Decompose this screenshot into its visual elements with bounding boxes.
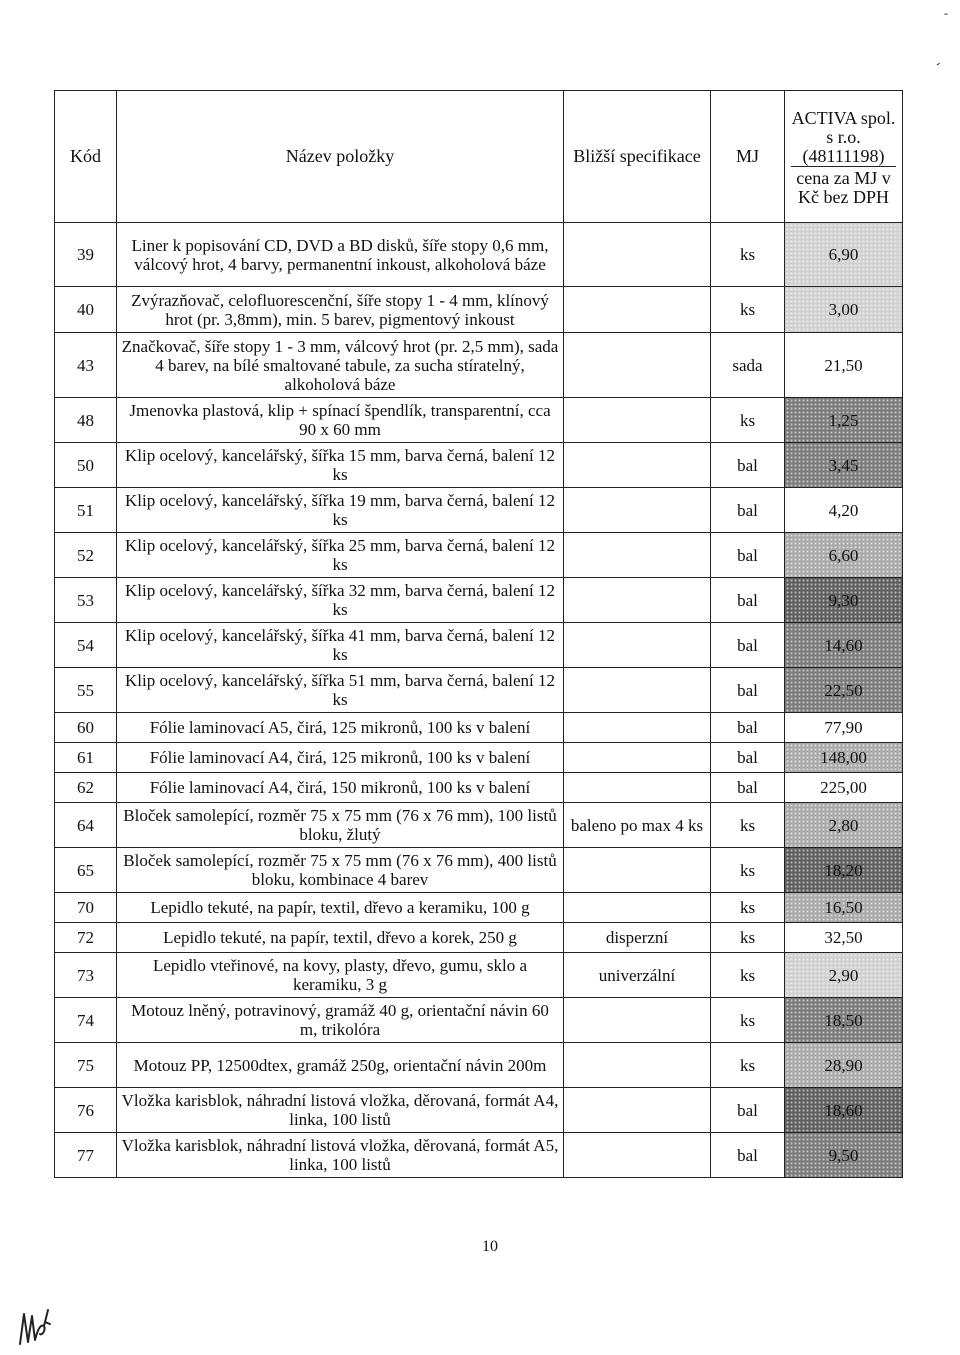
row-price: 22,50 [785,668,903,713]
row-code: 77 [55,1133,117,1178]
header-price [785,91,903,223]
row-spec [564,578,711,623]
table-row [55,533,903,578]
row-spec [564,893,711,923]
scan-mark: - [932,56,943,71]
table-row [55,668,903,713]
row-unit: ks [711,398,785,443]
row-spec: univerzální [564,953,711,998]
table-row [55,923,903,953]
table-row [55,1088,903,1133]
table-row [55,803,903,848]
price-table [54,90,903,1178]
row-price: 4,20 [785,488,903,533]
row-spec [564,623,711,668]
table-row [55,848,903,893]
row-code: 52 [55,533,117,578]
table-row [55,893,903,923]
row-price: 2,80 [785,803,903,848]
row-code: 48 [55,398,117,443]
header-unit: MJ [711,91,785,223]
vendor-name: ACTIVA spol. s r.o. [791,107,896,147]
row-code: 55 [55,668,117,713]
row-unit: bal [711,533,785,578]
row-spec [564,223,711,287]
header-name: Název položky [117,91,564,223]
row-name: Liner k popisování CD, DVD a BD disků, šíře stopy 0,6 mm, válcový hrot, 4 barvy, permanentní inkoust, alkoholová báze [117,223,564,287]
row-price: 225,00 [785,773,903,803]
row-name: Vložka karisblok, náhradní listová vložka, děrovaná, formát A4, linka, 100 listů [117,1088,564,1133]
row-code: 62 [55,773,117,803]
row-code: 51 [55,488,117,533]
table-row [55,623,903,668]
row-spec [564,1088,711,1133]
row-unit: ks [711,803,785,848]
row-code: 72 [55,923,117,953]
header-spec: Bližší specifikace [564,91,711,223]
table-row [55,998,903,1043]
row-unit: bal [711,773,785,803]
row-price: 3,45 [785,443,903,488]
row-unit: bal [711,743,785,773]
table-row [55,773,903,803]
table-row [55,1133,903,1178]
table-row [55,953,903,998]
row-price: 18,60 [785,1088,903,1133]
row-name: Jmenovka plastová, klip + spínací špendlík, transparentní, cca 90 x 60 mm [117,398,564,443]
row-spec [564,743,711,773]
row-unit: bal [711,488,785,533]
row-spec [564,713,711,743]
row-name: Motouz lněný, potravinový, gramáž 40 g, orientační návin 60 m, trikolóra [117,998,564,1043]
row-spec [564,668,711,713]
table-header [55,91,903,223]
row-unit: ks [711,998,785,1043]
row-code: 43 [55,333,117,398]
row-unit: sada [711,333,785,398]
row-unit: bal [711,668,785,713]
row-spec: baleno po max 4 ks [564,803,711,848]
row-name: Lepidlo tekuté, na papír, textil, dřevo a korek, 250 g [117,923,564,953]
row-unit: ks [711,287,785,333]
row-code: 65 [55,848,117,893]
row-code: 76 [55,1088,117,1133]
price-unit-label: cena za MJ v Kč bez DPH [791,166,896,207]
row-code: 74 [55,998,117,1043]
row-name: Bloček samolepící, rozměr 75 x 75 mm (76 x 76 mm), 400 listů bloku, kombinace 4 barev [117,848,564,893]
row-unit: ks [711,223,785,287]
row-unit: bal [711,623,785,668]
handwritten-initials [14,1306,54,1350]
row-unit: ks [711,953,785,998]
row-name: Vložka karisblok, náhradní listová vložka, děrovaná, formát A5, linka, 100 listů [117,1133,564,1178]
row-spec [564,398,711,443]
row-name: Značkovač, šíře stopy 1 - 3 mm, válcový hrot (pr. 2,5 mm), sada 4 barev, na bílé smaltované tabule, za sucha stíratelný, alkoholová báze [117,333,564,398]
row-unit: bal [711,578,785,623]
vendor-id: (48111198) [802,145,885,166]
row-price: 18,20 [785,848,903,893]
row-price: 28,90 [785,1043,903,1088]
row-price: 148,00 [785,743,903,773]
corner-mark: - [944,6,948,20]
row-price: 16,50 [785,893,903,923]
row-price: 9,50 [785,1133,903,1178]
row-price: 32,50 [785,923,903,953]
row-name: Klip ocelový, kancelářský, šířka 32 mm, barva černá, balení 12 ks [117,578,564,623]
row-name: Klip ocelový, kancelářský, šířka 51 mm, barva černá, balení 12 ks [117,668,564,713]
row-name: Fólie laminovací A4, čirá, 125 mikronů, 100 ks v balení [117,743,564,773]
row-spec: disperzní [564,923,711,953]
row-name: Motouz PP, 12500dtex, gramáž 250g, orientační návin 200m [117,1043,564,1088]
row-spec [564,1043,711,1088]
table-row [55,743,903,773]
row-code: 39 [55,223,117,287]
row-spec [564,998,711,1043]
row-unit: ks [711,893,785,923]
table-row [55,713,903,743]
row-price: 14,60 [785,623,903,668]
row-unit: bal [711,1088,785,1133]
row-spec [564,1133,711,1178]
row-name: Fólie laminovací A5, čirá, 125 mikronů, 100 ks v balení [117,713,564,743]
table-row [55,488,903,533]
row-code: 40 [55,287,117,333]
row-code: 61 [55,743,117,773]
row-unit: bal [711,1133,785,1178]
table-row [55,578,903,623]
table-row [55,443,903,488]
row-name: Lepidlo vteřinové, na kovy, plasty, dřevo, gumu, sklo a keramiku, 3 g [117,953,564,998]
row-price: 6,90 [785,223,903,287]
row-unit: ks [711,848,785,893]
row-spec [564,848,711,893]
row-price: 3,00 [785,287,903,333]
row-price: 18,50 [785,998,903,1043]
page-number: 10 [482,1238,498,1255]
row-price: 77,90 [785,713,903,743]
table-row [55,287,903,333]
row-spec [564,533,711,578]
row-spec [564,488,711,533]
header-code: Kód [55,91,117,223]
row-price: 6,60 [785,533,903,578]
row-spec [564,443,711,488]
row-name: Bloček samolepící, rozměr 75 x 75 mm (76 x 76 mm), 100 listů bloku, žlutý [117,803,564,848]
row-name: Klip ocelový, kancelářský, šířka 25 mm, barva černá, balení 12 ks [117,533,564,578]
row-code: 53 [55,578,117,623]
row-name: Klip ocelový, kancelářský, šířka 15 mm, barva černá, balení 12 ks [117,443,564,488]
row-spec [564,773,711,803]
row-unit: ks [711,923,785,953]
row-spec [564,333,711,398]
table-body [55,223,903,1178]
table-row [55,223,903,287]
row-name: Klip ocelový, kancelářský, šířka 41 mm, barva černá, balení 12 ks [117,623,564,668]
row-unit: ks [711,1043,785,1088]
row-unit: bal [711,713,785,743]
row-name: Lepidlo tekuté, na papír, textil, dřevo a keramiku, 100 g [117,893,564,923]
row-code: 60 [55,713,117,743]
row-name: Klip ocelový, kancelářský, šířka 19 mm, barva černá, balení 12 ks [117,488,564,533]
table-row [55,398,903,443]
row-code: 64 [55,803,117,848]
row-code: 73 [55,953,117,998]
row-spec [564,287,711,333]
row-price: 21,50 [785,333,903,398]
row-name: Zvýrazňovač, celofluorescenční, šíře stopy 1 - 4 mm, klínový hrot (pr. 3,8mm), min. 5 barev, pigmentový inkoust [117,287,564,333]
row-code: 50 [55,443,117,488]
table-row [55,1043,903,1088]
row-price: 1,25 [785,398,903,443]
row-code: 54 [55,623,117,668]
row-name: Fólie laminovací A4, čirá, 150 mikronů, 100 ks v balení [117,773,564,803]
row-code: 75 [55,1043,117,1088]
row-price: 9,30 [785,578,903,623]
row-code: 70 [55,893,117,923]
table-row [55,333,903,398]
row-price: 2,90 [785,953,903,998]
row-unit: bal [711,443,785,488]
